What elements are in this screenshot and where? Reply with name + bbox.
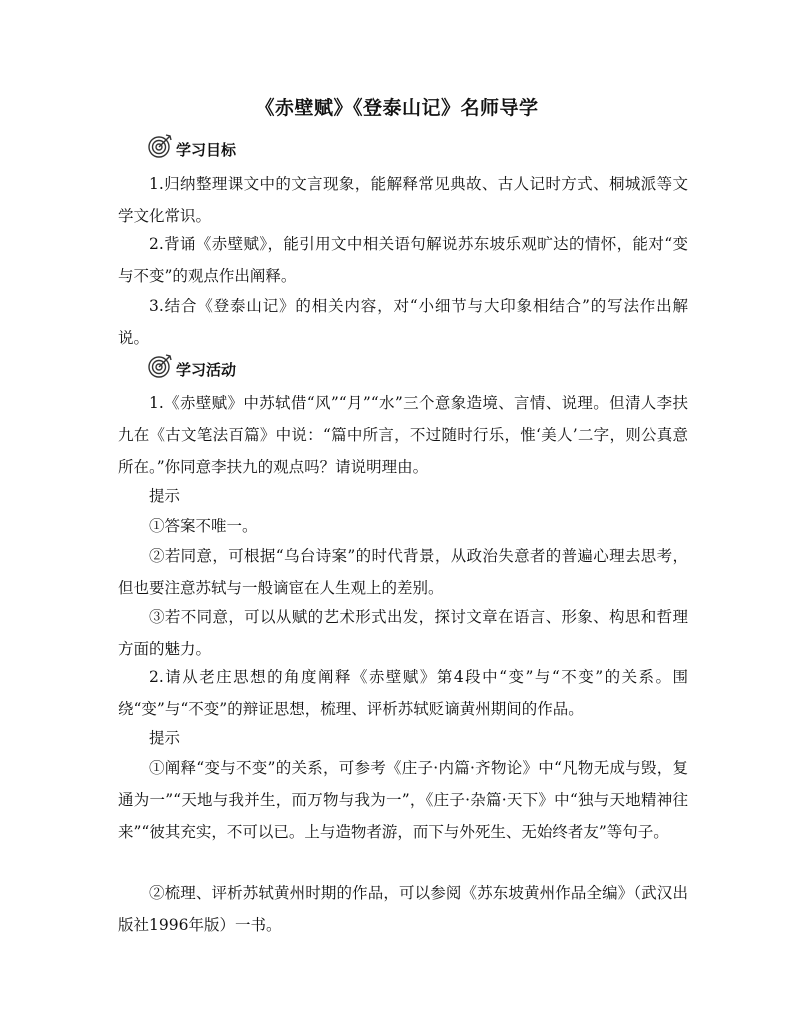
hint-item: ①答案不唯一。 [149,517,258,535]
hint-item: ③若不同意，可以从赋的艺术形式出发，探讨文章在语言、形象、构思和哲理方面的魅力。 [118,608,688,658]
section-heading-goals [148,133,236,159]
activity-item: 2.请从老庄思想的角度阐释《赤壁赋》第4段中“变”与“不变”的关系。围绕“变”与“不变”的辩证思想，梳理、评析苏轼贬谪黄州期间的作品。 [118,668,688,718]
hint-item: ②若同意，可根据“乌台诗案”的时代背景，从政治失意者的普遍心理去思考，但也要注意苏轼与一般谪宦在人生观上的差别。 [118,547,688,597]
page-title: 《赤壁赋》《登泰山记》名师导学 [255,97,539,119]
goal-item: 1.归纳整理课文中的文言现象，能解释常见典故、古人记时方式、桐城派等文学文化常识。 [118,175,688,225]
goal-item: 2.背诵《赤壁赋》，能引用文中相关语句解说苏东坡乐观旷达的情怀，能对“变与不变”的观点作出阐释。 [118,235,688,285]
section-heading-activities [148,353,236,379]
hint-label: 提示 [149,729,181,747]
section-heading-label: 学习目标 [176,141,237,159]
hint-item: ①阐释“变与不变”的关系，可参考《庄子·内篇·齐物论》中“凡物无成与毁，复通为一”“天地与我并生，而万物与我为一”，《庄子·杂篇·天下》中“独与天地精神往来”“彼其充实，不可以已。上与造物者游，而下与外死生、无始终者友”等句子。 [118,759,688,841]
hint-label: 提示 [149,487,181,505]
activity-item: 1.《赤壁赋》中苏轼借“风”“月”“水”三个意象造境、言情、说理。但清人李扶九在《古文笔法百篇》中说：“篇中所言，不过随时行乐，惟‘美人’二字，则公真意所在。”你同意李扶九的观点吗？请说明理由。 [118,394,688,476]
hint-item: ②梳理、评析苏轼黄州时期的作品，可以参阅《苏东坡黄州作品全编》（武汉出版社1996年版）一书。 [118,884,688,934]
target-icon [148,353,174,379]
target-icon [148,133,174,159]
goal-item: 3.结合《登泰山记》的相关内容，对“小细节与大印象相结合”的写法作出解说。 [118,297,688,347]
section-heading-label: 学习活动 [176,361,237,379]
